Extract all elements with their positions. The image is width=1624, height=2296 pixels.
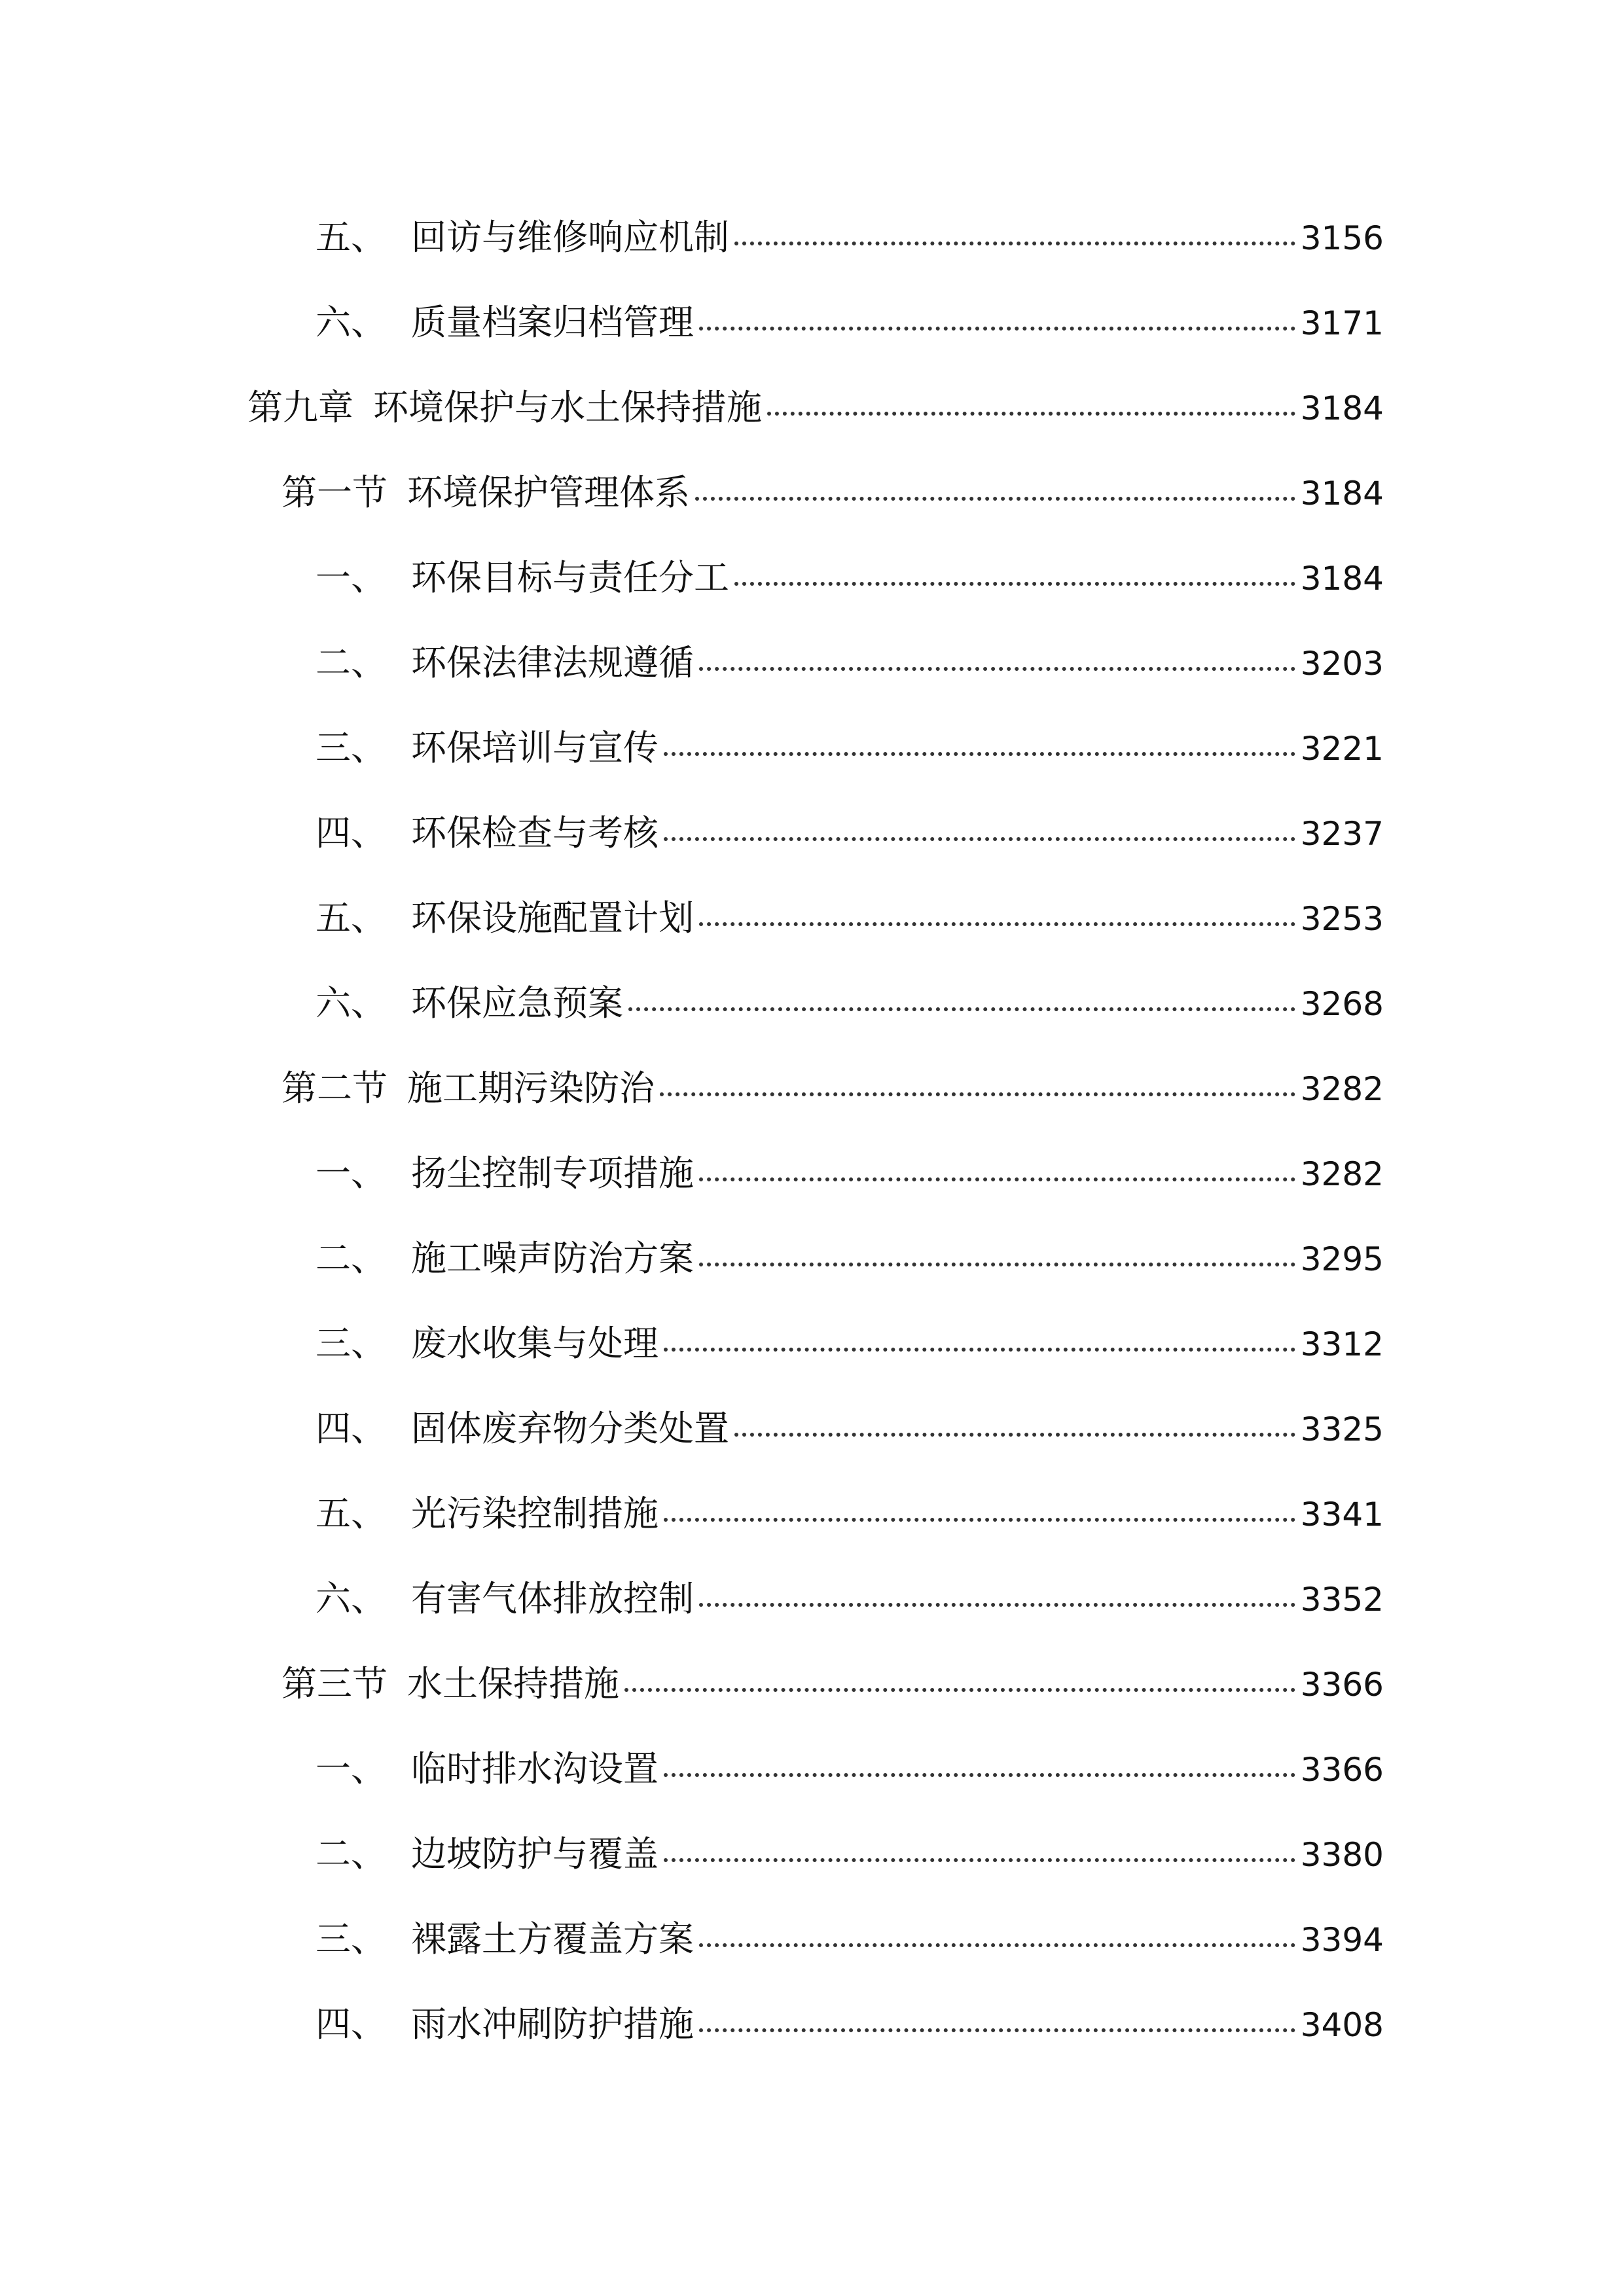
- toc-entry-number: 六、: [316, 982, 386, 1024]
- toc-entry[interactable]: [316, 1910, 1384, 1969]
- dot-leader: [664, 1348, 1295, 1352]
- toc-section-entry[interactable]: [281, 1059, 1384, 1118]
- dot-leader: [734, 582, 1295, 586]
- dot-leader: [734, 242, 1295, 245]
- toc-entry[interactable]: [316, 1570, 1384, 1628]
- toc-entry-title: 临时排水沟设置: [411, 1748, 659, 1789]
- toc-entry-title: 环保培训与宣传: [411, 727, 659, 768]
- toc-entry-number: 六、: [316, 1578, 386, 1619]
- toc-entry-page: 3366: [1300, 1666, 1384, 1704]
- toc-entry-title: 环境保护管理体系: [407, 472, 690, 513]
- dot-leader: [699, 1263, 1295, 1266]
- toc-entry-title: 光污染控制措施: [411, 1493, 659, 1534]
- toc-entry[interactable]: [316, 1229, 1384, 1288]
- toc-entry-page: 3253: [1300, 900, 1384, 938]
- toc-entry-title: 水土保持措施: [407, 1663, 619, 1704]
- toc-entry-number: 二、: [316, 1238, 386, 1279]
- toc-entry-number: 五、: [316, 1493, 386, 1534]
- toc-entry-page: 3282: [1300, 1155, 1384, 1193]
- dot-leader: [695, 497, 1295, 501]
- toc-entry[interactable]: [316, 634, 1384, 692]
- toc-entry[interactable]: [316, 1399, 1384, 1458]
- toc-entry-page: 3366: [1300, 1751, 1384, 1789]
- dot-leader: [699, 1177, 1295, 1181]
- dot-leader: [664, 837, 1295, 841]
- toc-entry-number: 三、: [316, 1918, 386, 1960]
- dot-leader: [734, 1433, 1295, 1437]
- toc-entry-title: 废水收集与处理: [411, 1323, 659, 1364]
- toc-entry-page: 3184: [1300, 475, 1384, 512]
- toc-entry-page: 3380: [1300, 1836, 1384, 1874]
- toc-entry-number: 三、: [316, 1323, 386, 1364]
- dot-leader: [664, 752, 1295, 756]
- toc-entry[interactable]: [316, 548, 1384, 607]
- toc-entry[interactable]: [316, 719, 1384, 778]
- toc-entry[interactable]: [316, 804, 1384, 863]
- toc-entry-number: 二、: [316, 1833, 386, 1874]
- toc-entry[interactable]: [316, 1484, 1384, 1543]
- toc-entry-title: 雨水冲刷防护措施: [411, 2003, 694, 2045]
- toc-entry-page: 3352: [1300, 1581, 1384, 1619]
- toc-entry-title: 环保设施配置计划: [411, 897, 694, 939]
- dot-leader: [699, 1943, 1295, 1947]
- dot-leader: [699, 2028, 1295, 2032]
- toc-entry-number: 四、: [316, 1408, 386, 1449]
- toc-entry-title: 施工期污染防治: [407, 1067, 655, 1109]
- dot-leader: [628, 1007, 1295, 1011]
- toc-entry-page: 3325: [1300, 1410, 1384, 1448]
- toc-entry-page: 3312: [1300, 1325, 1384, 1363]
- dot-leader: [699, 667, 1295, 671]
- toc-entry-title: 环保目标与责任分工: [411, 557, 729, 598]
- toc-entry-title: 质量档案归档管理: [411, 302, 694, 343]
- toc-entry-number: 第二节: [281, 1067, 388, 1109]
- toc-entry-page: 3268: [1300, 985, 1384, 1023]
- dot-leader: [660, 1092, 1295, 1096]
- toc-entry-page: 3221: [1300, 730, 1384, 768]
- dot-leader: [699, 922, 1295, 926]
- toc-entry-number: 第九章: [247, 387, 353, 428]
- toc-entry-number: 第三节: [281, 1663, 388, 1704]
- toc-entry-page: 3184: [1300, 560, 1384, 598]
- toc-entry-page: 3282: [1300, 1070, 1384, 1108]
- dot-leader: [624, 1688, 1295, 1692]
- toc-entry-title: 有害气体排放控制: [411, 1578, 694, 1619]
- toc-entry-page: 3295: [1300, 1240, 1384, 1278]
- toc-entry-number: 六、: [316, 302, 386, 343]
- dot-leader: [767, 412, 1295, 416]
- toc-entry-title: 施工噪声防治方案: [411, 1238, 694, 1279]
- toc-entry-number: 四、: [316, 2003, 386, 2045]
- dot-leader: [699, 327, 1295, 331]
- dot-leader: [664, 1518, 1295, 1522]
- toc-entry-title: 裸露土方覆盖方案: [411, 1918, 694, 1960]
- toc-entry-page: 3203: [1300, 645, 1384, 683]
- toc-entry-title: 环保法律法规遵循: [411, 642, 694, 683]
- dot-leader: [664, 1858, 1295, 1862]
- toc-entry-page: 3171: [1300, 304, 1384, 342]
- toc-chapter-entry[interactable]: [247, 378, 1384, 437]
- toc-entry[interactable]: [316, 1314, 1384, 1373]
- toc-entry[interactable]: [316, 293, 1384, 352]
- toc-entry[interactable]: [316, 1144, 1384, 1203]
- toc-entry-title: 环境保护与水土保持措施: [373, 387, 762, 428]
- toc-entry-title: 边坡防护与覆盖: [411, 1833, 659, 1874]
- toc-entry[interactable]: [316, 974, 1384, 1033]
- toc-entry[interactable]: [316, 1995, 1384, 2054]
- dot-leader: [699, 1603, 1295, 1607]
- toc-entry-title: 环保应急预案: [411, 982, 623, 1024]
- toc-entry[interactable]: [316, 1740, 1384, 1799]
- toc-entry-title: 扬尘控制专项措施: [411, 1153, 694, 1194]
- toc-entry[interactable]: [316, 208, 1384, 267]
- toc-entry-title: 环保检查与考核: [411, 812, 659, 853]
- toc-entry-number: 四、: [316, 812, 386, 853]
- toc-entry-page: 3408: [1300, 2006, 1384, 2044]
- toc-section-entry[interactable]: [281, 1655, 1384, 1713]
- toc-entry-number: 五、: [316, 897, 386, 939]
- toc-entry-title: 固体废弃物分类处置: [411, 1408, 729, 1449]
- toc-entry[interactable]: [316, 889, 1384, 948]
- toc-entry-page: 3341: [1300, 1496, 1384, 1534]
- toc-entry[interactable]: [316, 1825, 1384, 1884]
- toc-section-entry[interactable]: [281, 463, 1384, 522]
- toc-entry-number: 一、: [316, 557, 386, 598]
- toc-entry-page: 3237: [1300, 815, 1384, 853]
- toc-entry-page: 3156: [1300, 219, 1384, 257]
- dot-leader: [664, 1773, 1295, 1777]
- toc-entry-title: 回访与维修响应机制: [411, 217, 729, 258]
- toc-entry-page: 3184: [1300, 389, 1384, 427]
- toc-entry-number: 一、: [316, 1748, 386, 1789]
- toc-entry-number: 二、: [316, 642, 386, 683]
- toc-entry-number: 第一节: [281, 472, 388, 513]
- toc-entry-number: 一、: [316, 1153, 386, 1194]
- toc-entry-number: 三、: [316, 727, 386, 768]
- toc-entry-page: 3394: [1300, 1921, 1384, 1959]
- toc-entry-number: 五、: [316, 217, 386, 258]
